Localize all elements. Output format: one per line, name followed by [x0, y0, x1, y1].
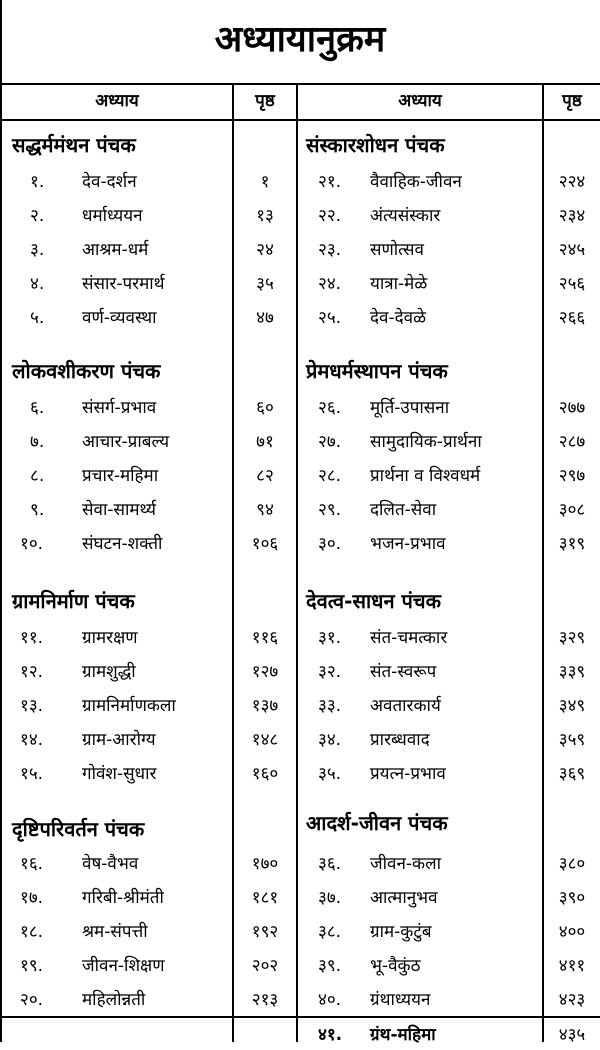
chapter-name: भजन-प्रभाव [370, 534, 446, 554]
chapter-page: १३७ [251, 696, 279, 716]
header-chapter-right: अध्याय [398, 91, 442, 111]
chapter-number: २४. [318, 274, 342, 294]
chapter-name: सणोत्सव [370, 240, 424, 260]
chapter-name: आत्मानुभव [370, 888, 438, 908]
chapter-number: १८. [20, 922, 44, 942]
chapter-name: संघटन-शक्ती [82, 534, 163, 554]
chapter-number: ३८. [318, 922, 342, 942]
chapter-number: १९. [20, 956, 44, 976]
chapter-name: सामुदायिक-प्रार्थना [370, 432, 482, 452]
chapter-page: १ [260, 172, 270, 192]
chapter-number: ३१. [318, 628, 342, 648]
chapter-number: २६. [318, 398, 342, 418]
chapter-name: जीवन-कला [370, 854, 442, 874]
chapter-page: ३३९ [558, 662, 586, 682]
chapter-page: १०६ [251, 534, 279, 554]
chapter-name: आश्रम-धर्म [82, 240, 149, 260]
chapter-page: ४७ [256, 308, 274, 328]
chapter-name: गोवंश-सुधार [82, 764, 157, 784]
chapter-number: ३७. [318, 888, 342, 908]
chapter-name: ग्रंथाध्ययन [370, 990, 431, 1010]
chapter-page: २४५ [558, 240, 586, 260]
footer-rule [0, 1016, 600, 1018]
section-title: देवत्व-साधन पंचक [306, 589, 441, 613]
chapter-number: ३५. [318, 764, 342, 784]
chapter-number: ४०. [318, 990, 342, 1010]
chapter-page: २२४ [558, 172, 586, 192]
chapter-name: यात्रा-मेळे [370, 274, 428, 294]
chapter-name: वर्ण-व्यवस्था [82, 308, 157, 328]
chapter-name: महिलोन्नती [82, 990, 146, 1010]
chapter-page: १४८ [251, 730, 279, 750]
chapter-number: १७. [20, 888, 44, 908]
chapter-page: २७७ [558, 398, 586, 418]
chapter-page: ४११ [558, 956, 586, 976]
chapter-number: ६. [30, 398, 45, 418]
chapter-number: ३६. [318, 854, 342, 874]
chapter-number: १६. [20, 854, 44, 874]
chapter-number: ३२. [318, 662, 342, 682]
chapter-number: २. [30, 206, 45, 226]
chapter-number: १४. [20, 730, 44, 750]
header-page-right: पृष्ठ [562, 91, 582, 111]
chapter-name: सेवा-सामर्थ्य [82, 500, 156, 520]
chapter-name: प्रचार-महिमा [82, 466, 159, 486]
section-title: प्रेमधर्मस्थापन पंचक [306, 359, 448, 383]
chapter-page: १८१ [251, 888, 279, 908]
chapter-number: ४१. [318, 1025, 343, 1045]
chapter-name: वेष-वैभव [82, 854, 139, 874]
chapter-name: ग्रामनिर्माणकला [82, 696, 176, 716]
chapter-page: ३०८ [558, 500, 586, 520]
chapter-name: ग्रामरक्षण [82, 628, 138, 648]
page-title: अध्यायानुक्रम [214, 19, 386, 60]
chapter-number: २८. [318, 466, 342, 486]
chapter-name: आचार-प्राबल्य [82, 432, 170, 452]
chapter-page: ६० [256, 398, 274, 418]
header-bottom-rule [0, 119, 600, 121]
section-title: दृष्टिपरिवर्तन पंचक [12, 817, 145, 841]
chapter-page: २१३ [251, 990, 279, 1010]
chapter-page: ४०० [558, 922, 586, 942]
chapter-name: मूर्ति-उपासना [370, 398, 450, 418]
chapter-page: २६६ [558, 308, 586, 328]
chapter-page: ४२३ [558, 990, 586, 1010]
section-title: सद्धर्ममंथन पंचक [12, 133, 136, 157]
chapter-number: १. [30, 172, 45, 192]
chapter-page: ३२९ [558, 628, 586, 648]
chapter-page: २०२ [251, 956, 279, 976]
chapter-page: १९२ [251, 922, 279, 942]
chapter-page: ९४ [256, 500, 274, 520]
chapter-name: अंत्यसंस्कार [370, 206, 441, 226]
chapter-name: ग्रामशुद्धी [82, 662, 136, 682]
chapter-name: भू-वैकुंठ [370, 956, 421, 976]
chapter-name: अवतारकार्य [370, 696, 441, 716]
chapter-name: ग्रंथ-महिमा [370, 1025, 436, 1045]
chapter-page: १६० [251, 764, 279, 784]
header-chapter-left: अध्याय [95, 91, 139, 111]
chapter-name: वैवाहिक-जीवन [370, 172, 462, 192]
table-left-border [0, 0, 2, 1042]
chapter-name: गरिबी-श्रीमंती [82, 888, 164, 908]
chapter-number: ३९. [318, 956, 342, 976]
chapter-page: ३५ [256, 274, 274, 294]
chapter-name: ग्राम-आरोग्य [82, 730, 156, 750]
header-page-left: पृष्ठ [255, 91, 275, 111]
chapter-number: २९. [318, 500, 342, 520]
chapter-number: ७. [30, 432, 45, 452]
chapter-number: ४. [30, 274, 45, 294]
chapter-page: १७० [251, 854, 279, 874]
chapter-name: देव-दर्शन [82, 172, 137, 192]
chapter-name: देव-देवळे [370, 308, 427, 328]
chapter-page: २३४ [558, 206, 586, 226]
chapter-number: ११. [20, 628, 44, 648]
chapter-name: श्रम-संपत्ती [82, 922, 148, 942]
chapter-page: ७१ [256, 432, 274, 452]
chapter-name: प्रयत्न-प्रभाव [370, 764, 446, 784]
column-divider [296, 84, 298, 1042]
chapter-name: जीवन-शिक्षण [82, 956, 165, 976]
section-title: लोकवशीकरण पंचक [12, 359, 161, 383]
chapter-page: ३१९ [558, 534, 586, 554]
section-title: आदर्श-जीवन पंचक [306, 811, 448, 835]
chapter-page: २४ [256, 240, 274, 260]
chapter-number: ५. [30, 308, 45, 328]
chapter-number: २२. [318, 206, 342, 226]
chapter-number: २७. [318, 432, 342, 452]
chapter-page: ११६ [251, 628, 279, 648]
chapter-name: संत-चमत्कार [370, 628, 448, 648]
chapter-number: ९. [30, 500, 45, 520]
chapter-page: ३४९ [558, 696, 586, 716]
chapter-page: २९७ [558, 466, 586, 486]
chapter-page: ३९० [558, 888, 586, 908]
chapter-name: प्रारब्धवाद [370, 730, 430, 750]
chapter-name: संसर्ग-प्रभाव [82, 398, 157, 418]
chapter-number: २०. [20, 990, 44, 1010]
chapter-name: धर्माध्ययन [82, 206, 143, 226]
chapter-name: ग्राम-कुटुंब [370, 922, 432, 942]
chapter-page: २८७ [558, 432, 586, 452]
chapter-page: ८२ [256, 466, 274, 486]
chapter-number: ३. [30, 240, 45, 260]
chapter-number: १०. [20, 534, 44, 554]
section-title: ग्रामनिर्माण पंचक [12, 589, 135, 613]
chapter-number: २५. [318, 308, 342, 328]
chapter-name: संसार-परमार्थ [82, 274, 165, 294]
chapter-name: संत-स्वरूप [370, 662, 437, 682]
chapter-number: ३३. [318, 696, 342, 716]
chapter-number: १२. [20, 662, 44, 682]
chapter-name: प्रार्थना व विश्वधर्म [370, 466, 481, 486]
section-title: संस्कारशोधन पंचक [306, 133, 445, 157]
chapter-number: ३०. [318, 534, 342, 554]
chapter-page: २५६ [558, 274, 586, 294]
chapter-number: १५. [20, 764, 44, 784]
chapter-number: २१. [318, 172, 342, 192]
chapter-number: २३. [318, 240, 342, 260]
chapter-number: ८. [30, 466, 45, 486]
chapter-page: १३ [256, 206, 274, 226]
chapter-page: ३५९ [558, 730, 586, 750]
chapter-number: १३. [20, 696, 44, 716]
chapter-page: ३६९ [558, 764, 586, 784]
chapter-name: दलित-सेवा [370, 500, 437, 520]
chapter-number: ३४. [318, 730, 342, 750]
chapter-page: १२७ [251, 662, 279, 682]
chapter-page: ३८० [558, 854, 586, 874]
chapter-page: ४३५ [558, 1025, 586, 1045]
